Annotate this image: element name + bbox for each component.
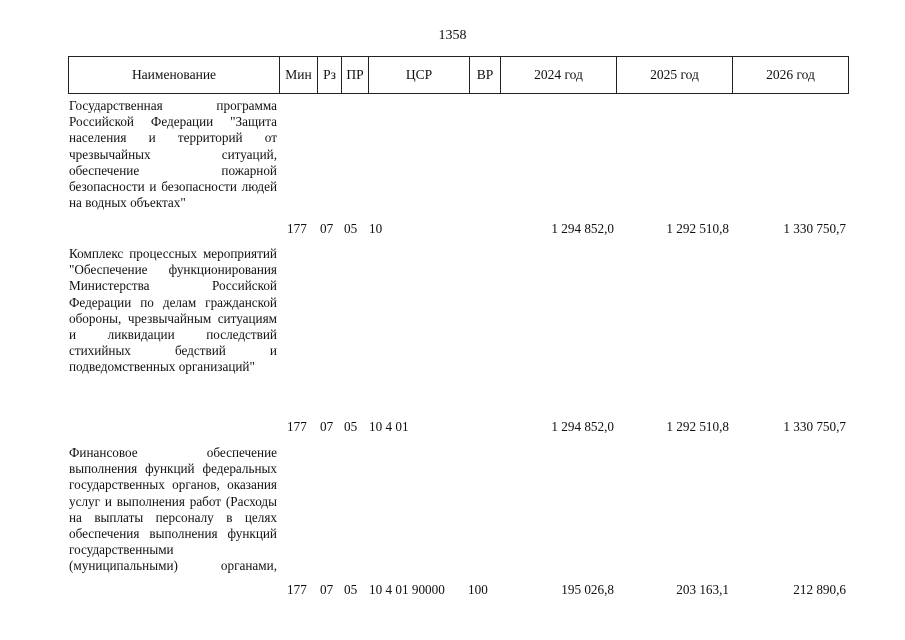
cell-min: 177 (287, 221, 307, 236)
row-name: Финансовое обеспечение выполнения функций федеральных государственных органов, оказания услуг и выполнения работ (Расходы на выплаты персоналу в целях обеспечения выполнения функций государственными (муниципальными) органами, (69, 445, 277, 574)
cell-rz: 07 (320, 419, 334, 434)
cell-rz: 07 (320, 582, 334, 597)
cell-min: 177 (287, 419, 307, 434)
cell-rz: 07 (320, 221, 334, 236)
row-values (68, 419, 849, 436)
cell-2026: 1 330 750,7 (783, 419, 846, 434)
row-name: Государственная программа Российской Федерации "Защита населения и территорий от чрезвычайных ситуаций, обеспечение пожарной безопасности и безопасности людей на водных объектах" (69, 98, 277, 211)
header-csr: ЦСР (369, 57, 470, 93)
cell-csr: 10 4 01 90000 (369, 582, 445, 597)
header-2026: 2026 год (766, 66, 815, 82)
cell-csr: 10 4 01 (369, 419, 409, 434)
header-2024: 2024 год (501, 57, 617, 93)
cell-csr: 10 (369, 221, 383, 236)
cell-vr: 100 (468, 582, 488, 597)
cell-pr: 05 (344, 221, 358, 236)
row-name: Комплекс процессных мероприятий "Обеспечение функционирования Министерства Российской Федерации по делам гражданской обороны, чрезвычайным ситуациям и ликвидации последствий стихийных бедствий и подведомственных организаций" (69, 246, 277, 375)
header-rz: Рз (318, 57, 342, 93)
cell-2025: 203 163,1 (676, 582, 729, 597)
cell-min: 177 (287, 582, 307, 597)
cell-2026: 1 330 750,7 (783, 221, 846, 236)
header-2025: 2025 год (617, 57, 733, 93)
header-min: Мин (280, 57, 318, 93)
row-values (68, 582, 849, 599)
cell-2025: 1 292 510,8 (666, 221, 729, 236)
cell-2024: 1 294 852,0 (551, 221, 614, 236)
cell-2026: 212 890,6 (793, 582, 846, 597)
header-pr: ПР (342, 57, 369, 93)
page-number: 1358 (438, 28, 467, 43)
table-header (68, 56, 849, 94)
cell-pr: 05 (344, 419, 358, 434)
cell-pr: 05 (344, 582, 358, 597)
row-values (68, 221, 849, 238)
header-name: Наименование (69, 57, 280, 93)
cell-2025: 1 292 510,8 (666, 419, 729, 434)
cell-2024: 1 294 852,0 (551, 419, 614, 434)
cell-2024: 195 026,8 (561, 582, 614, 597)
header-vr: ВР (470, 57, 501, 93)
